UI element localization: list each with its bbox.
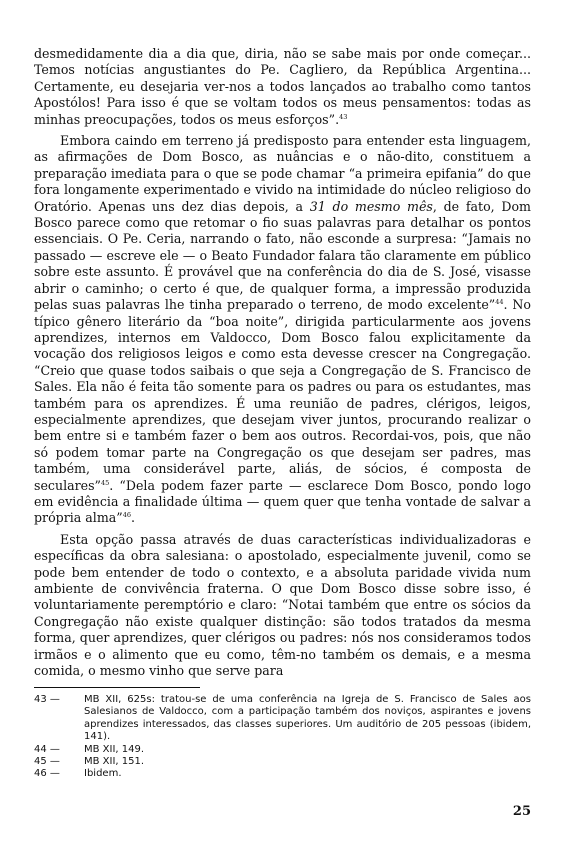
page-number: 25 (512, 804, 531, 819)
paragraph-1-text: desmedidamente dia a dia que, diria, não se sabe mais por onde começar... Temos notícias angustiantes do Pe. Cagliero, da República Argentina... Certamente, eu desejaria ver-nos a todos lançados ao trabalho como tantos Apostólos! Para isso é que se voltam todos os meus pensamentos: todas as minhas preocupações, todos os meus esforços”. (34, 46, 531, 127)
footnote-text: Ibidem. (84, 768, 122, 780)
footnote-45 (34, 756, 531, 768)
footnote-ref-45: 45 (101, 478, 110, 487)
paragraph-3: Esta opção passa através de duas características individualizadoras e específicas da obra salesiana: o apostolado, especialmente juvenil, como se pode bem entender de todo o contexto, e a absoluta paridade vivida num ambiente de convivência fraterna. O que Dom Bosco disse sobre isso, é voluntariamente peremptório e claro: “Notai também que entre os sócios da Congregação não existe qualquer distinção: são todos tratados da mesma forma, quer aprendizes, quer clérigos ou padres: nós nos consideramos todos irmãos e o alimento que eu como, têm-no também os demais, e a mesma comida, o mesmo vinho que serve para (34, 531, 531, 679)
footnote-divider (34, 687, 200, 688)
paragraph-2-part-a: Embora caindo em terreno já predisposto para entender esta linguagem, as afirmações de Dom Bosco, as nuâncias e o não-dito, constituem a preparação imediata para o que se pode chamar “a primeira epifania” do que fora longamente experimentado e vivido na intimidade do núcleo religioso do Oratório. Apenas uns dez dias depois, a (34, 133, 531, 214)
paragraph-2-part-d: . No típico gênero literário da “boa noite”, dirigida particularmente aos jovens aprendizes, internos em Valdocco, Dom Bosco falou explicitamente da vocação dos religiosos leigos e como esta devesse crescer na Congregação. “Creio que quase todos saibais o que seja a Congregação de S. Francisco de Sales. Ela não é feita tão somente para os padres ou para os estudantes, mas também para os aprendizes. É uma reunião de padres, clérigos, leigos, especialmente aprendizes, que desejam viver juntos, procurando realizar o bem entre si e também fazer o bem aos outros. Recordai-vos, pois, que não só podem tomar parte na Congregação os que desejam ser padres, mas também, uma considerável parte, aliás, de sócios, é composta de seculares” (34, 297, 531, 493)
footnotes (34, 694, 531, 781)
paragraph-1 (34, 46, 531, 128)
paragraph-2-part-e: . “Dela podem fazer parte — esclarece Dom Bosco, pondo logo em evidência a finalidade última — quem quer que tenha vontade de salvar a própria alma” (34, 477, 531, 526)
paragraph-2-part-f: . (131, 510, 136, 526)
footnote-44 (34, 744, 531, 756)
paragraph-2 (34, 133, 531, 527)
footnote-text: MB XII, 149. (84, 743, 145, 755)
footnote-ref-44: 44 (495, 298, 504, 307)
footnote-46 (34, 768, 531, 780)
paragraph-2-italic-date: 31 do mesmo mês (309, 198, 433, 214)
footnote-text: MB XII, 151. (84, 756, 145, 768)
body-text (34, 46, 531, 679)
footnote-text: MB XII, 625s: tratou-se de uma conferência na Igreja de S. Francisco de Sales aos Salesianos de Valdocco, com a participação também dos noviços, aspirantes e jovens aprendizes interessados, das classes superiores. Um auditório de 205 pessoas (ibidem, 141). (84, 694, 531, 743)
paragraph-2-part-c: , de fato, Dom Bosco parece como que retomar o fio suas palavras para detalhar os pontos essenciais. O Pe. Ceria, narrando o fato, não esconde a surpresa: “Jamais no passado — escreve ele — o Beato Fundador falara tão claramente em público sobre este assunto. É provável que na conferência do dia de S. José, visasse abrir o caminho; o certo é que, de qualquer forma, a impressão produzida pelas suas palavras lhe tinha preparado o terreno, de modo excelente” (34, 198, 531, 313)
footnote-43 (34, 694, 531, 744)
footnote-number: 45 — (34, 756, 60, 768)
footnote-number: 44 — (34, 743, 60, 755)
footnote-number: 46 — (34, 768, 60, 780)
footnote-ref-46: 46 (122, 511, 131, 520)
footnote-number: 43 — (34, 694, 60, 705)
footnote-ref-43: 43 (339, 112, 348, 121)
